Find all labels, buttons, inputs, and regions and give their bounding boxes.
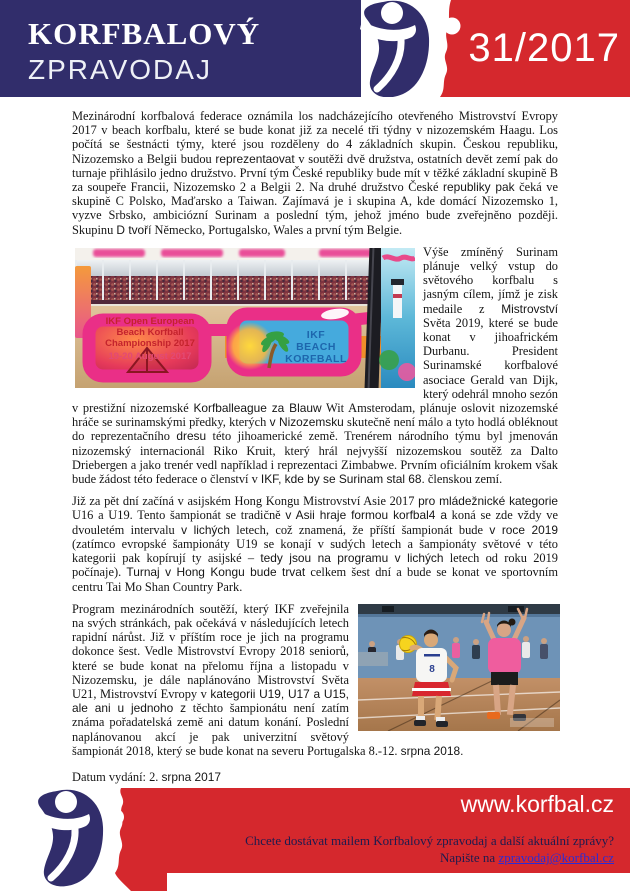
paragraph-3: Již za pět dní začíná v asijském Hong Kongu Mistrovství Asie 2017 pro mládežnické kategorie U16 a U19. Tento šampionát se tradičně v Asii hraje formou korfbal4 a koná se zde vždy ve dvouletém intervalu v lichých letech, což znamená, že příští šampionát bude v roce 2019 (zatímco evropské šampionáty U19 se konají v sudých letech a šampionáty světové v této kategorii pak kopírují ty asijské – tedy jsou na programu v lichých letech od roku 2019 počínaje). Turnaj v Hong Kongu bude trvat celkem šest dní a bude se konat ve sportovním centru Tai Mo Shan Country Park.	[72, 494, 559, 594]
issue-number: 31/2017	[468, 26, 620, 70]
lens-text-line3: KORFBALL	[285, 352, 347, 365]
newsletter-cta-prefix: Napište na	[439, 850, 499, 865]
newsletter-cta-contact	[245, 849, 614, 866]
korfball-logo-icon	[355, 0, 470, 97]
beach-korfball-image	[75, 248, 415, 388]
email-link[interactable]: zpravodaj@korfbal.cz	[498, 850, 614, 865]
jersey-number: 8	[429, 663, 435, 675]
paragraph-2: Výše zmíněný Surinam plánuje velký vstup do světového korfbalu s jasným cílem, jímž je zisk medaile z Mistrovství Světa 2019, které se bude konat v jihoafrickém Durbanu. President Surinamské korfbalové asociace Gerald van Dijk, který odehrál mnoho sezón v prestižní nizozemské Korfballeague za Blauw Wit Amsterodam, plánuje oslovit nizozemské hráče se surinamskými předky, kterých v Nizozemsku skutečně není málo a tyto hodlá obléknout do reprezentačního dresu této jihoamerické země. Trenérem národního týmu byl jmenován nizozemský internacionál Riko Kruit, který hrál nejvyšší nizozemskou soutěž za Dalto Driebergen a jako trenér vedl například i reprezentaci Zimbabwe. Prvním oficiálním krokem však bude žádost této federace o členství v IKF, kde by se Surinam stal 68. členskou zemí.	[72, 244, 558, 487]
publication-date: Datum vydání: 2. srpna 2017	[72, 769, 221, 784]
header-red-block	[466, 0, 630, 97]
footer-korfball-logo-icon	[15, 783, 167, 891]
paragraph-1: Mezinárodní korfbalová federace oznámila los nadcházejícího otevřeného Mistrovství Evropy 2017 v beach korfbalu, které se bude konat již za necelé tři týdny v nizozemském Haagu. Los počítá se šestnácti týmy, které jsou rozděleny do 4 základních skupin. Českou republiku, Nizozemsko a Belgii budou reprezentaovat v soutěži dvě družstva, ostatních devět zemí pak do turnaje přihlásilo jedno družstvo. První tým České republiky bude mít v těžké základní skupině B za soupeře Francii, Nizozemsko 2 a Belgii 2. Na druhé družstvo České republiky pak čeká ve skupině C Polsko, Maďarsko a Taiwan. Zajímavá je i skupina A, kde domácí Nizozemsko 1, vyzve Srbsko, ambiciózní Surinam a poslední tým, jehož jméno bude zveřejněno později. Skupinu D tvoří Německo, Portugalsko, Wales a první tým Belgie.	[72, 109, 558, 237]
newsletter-cta-question: Chcete dostávat mailem Korfbalový zpravodaj a další aktuální zprávy?	[245, 833, 614, 848]
beach-photo-illustration	[75, 248, 415, 388]
lens-text-line2: BEACH	[296, 340, 336, 353]
newsletter-title-line2: ZPRAVODAJ	[28, 54, 212, 85]
caption-line3: Championship 2017	[105, 337, 195, 349]
paragraph-4: Program mezinárodních soutěží, který IKF zveřejnila na svých stránkách, pak očekává v následujících letech rapidní nárůst. Již v příštím roce je jich na programu dokonce šest. Vedle Mistrovství Evropy 2018 seniorů, které se bude konat na přelomu října a listopadu v Nizozemsku, je dále naplánováno Mistrovství Světa U21, Mistrovství Evropy v kategorii U19, U17 a U15, ale ani u jednoho z těchto šampionátu není zatím známa pořadatelská země ani datum konání. Poslední naplánovanou akcí je pak univerzitní světový šampionát 2018, který se bude konat na severu Portugalska 8.-12. srpna 2018.	[72, 601, 464, 758]
lighthouse-icon	[393, 284, 402, 318]
header-navy-block	[0, 0, 361, 97]
caption-line1: IKF Open European	[105, 315, 195, 327]
caption-line4: 19-20 August 2017	[108, 350, 192, 362]
lens-text-line1: IKF	[306, 328, 326, 341]
bench	[358, 652, 388, 666]
caption-line2: Beach Korfball	[116, 326, 184, 338]
newsletter-cta	[245, 832, 614, 866]
match-photo-illustration	[358, 604, 560, 731]
website-url[interactable]: www.korfbal.cz	[460, 791, 614, 817]
newsletter-title-line1: KORFBALOVÝ	[28, 16, 261, 51]
korfball-match-image	[358, 604, 560, 731]
article-body	[72, 109, 558, 785]
lighthouse-banner	[379, 248, 415, 388]
photo-watermark	[510, 718, 554, 727]
event-caption	[105, 316, 195, 362]
